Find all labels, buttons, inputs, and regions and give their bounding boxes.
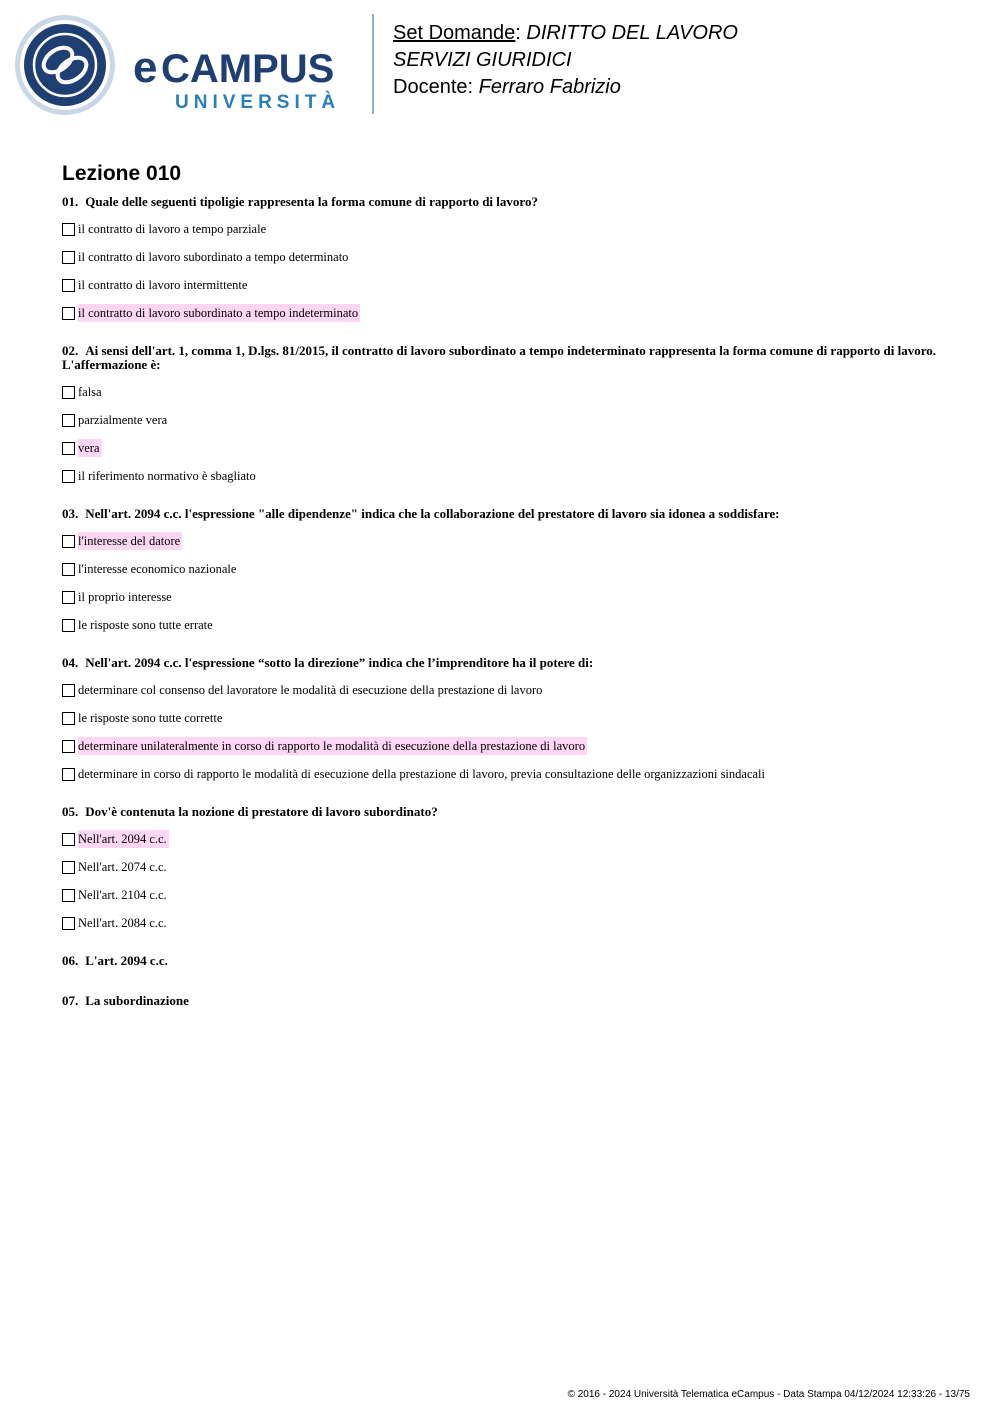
question-text: [62, 954, 942, 968]
answer-option[interactable]: [62, 527, 942, 555]
question-3: [62, 507, 942, 639]
question-text: [62, 507, 942, 521]
answer-checkbox[interactable]: [62, 833, 75, 846]
question-7: [62, 994, 942, 1008]
course-line-1: DIRITTO DEL LAVORO: [526, 22, 738, 44]
answer-option[interactable]: [62, 555, 942, 583]
answer-checkbox[interactable]: [62, 535, 75, 548]
answer-checkbox[interactable]: [62, 307, 75, 320]
teacher-name: Ferraro Fabrizio: [478, 76, 621, 98]
answer-option[interactable]: [62, 406, 942, 434]
question-label: Dov'è contenuta la nozione di prestatore di lavoro subordinato?: [85, 804, 438, 819]
logo-sub-text: UNIVERSITÀ: [175, 92, 341, 113]
answer-option[interactable]: [62, 299, 942, 327]
answer-option[interactable]: [62, 881, 942, 909]
answer-option[interactable]: [62, 215, 942, 243]
answer-option[interactable]: [62, 704, 942, 732]
question-number: 06.: [62, 953, 79, 968]
answer-checkbox[interactable]: [62, 251, 75, 264]
answer-checkbox[interactable]: [62, 223, 75, 236]
answer-option[interactable]: [62, 378, 942, 406]
answer-text: determinare in corso di rapporto le modalità di esecuzione della prestazione di lavoro, previa consultazione delle organizzazioni sindacali: [78, 767, 765, 781]
answer-checkbox[interactable]: [62, 386, 75, 399]
ecampus-wordmark: [133, 44, 355, 114]
answer-checkbox[interactable]: [62, 279, 75, 292]
svg-text:e: e: [133, 44, 158, 92]
lesson-title: Lezione 010: [62, 162, 182, 185]
answer-text: parzialmente vera: [78, 413, 168, 427]
answer-option[interactable]: [62, 732, 942, 760]
logo-wordmark-text: CAMPUS: [161, 47, 335, 91]
answer-checkbox[interactable]: [62, 768, 75, 781]
answer-checkbox[interactable]: [62, 917, 75, 930]
answer-option[interactable]: [62, 611, 942, 639]
answer-text: le risposte sono tutte corrette: [78, 711, 223, 725]
answer-checkbox[interactable]: [62, 470, 75, 483]
question-number: 07.: [62, 993, 79, 1008]
question-label: Ai sensi dell'art. 1, comma 1, D.lgs. 81/2015, il contratto di lavoro subordinato a tempo indeterminato rappresenta la forma comune di rapporto di lavoro. L'affermazione è:: [62, 343, 936, 372]
question-number: 03.: [62, 506, 79, 521]
question-label: L'art. 2094 c.c.: [85, 953, 168, 968]
question-number: 02.: [62, 343, 79, 358]
question-text: [62, 994, 942, 1008]
ecampus-seal-logo: [14, 14, 116, 116]
question-number: 01.: [62, 194, 79, 209]
answer-option[interactable]: [62, 676, 942, 704]
answer-text: il contratto di lavoro subordinato a tempo determinato: [78, 250, 349, 264]
answer-text-correct: determinare unilateralmente in corso di rapporto le modalità di esecuzione della prestazione di lavoro: [78, 739, 586, 753]
answer-text: Nell'art. 2084 c.c.: [78, 916, 167, 930]
answer-checkbox[interactable]: [62, 563, 75, 576]
answer-text: il contratto di lavoro intermittente: [78, 278, 248, 292]
page-header: [0, 0, 1000, 130]
question-label: La subordinazione: [85, 993, 189, 1008]
question-2: [62, 344, 942, 490]
answer-checkbox[interactable]: [62, 684, 75, 697]
answer-option[interactable]: [62, 583, 942, 611]
answer-checkbox[interactable]: [62, 712, 75, 725]
page-footer: © 2016 - 2024 Università Telematica eCampus - Data Stampa 04/12/2024 12:33:26 - 13/75: [567, 1389, 970, 1400]
question-number: 05.: [62, 804, 79, 819]
answer-checkbox[interactable]: [62, 414, 75, 427]
answer-option[interactable]: [62, 271, 942, 299]
answer-text-correct: Nell'art. 2094 c.c.: [78, 832, 167, 846]
question-text: [62, 195, 942, 209]
set-separator: :: [515, 22, 527, 44]
answer-option[interactable]: [62, 243, 942, 271]
question-label: Quale delle seguenti tipoligie rappresenta la forma comune di rapporto di lavoro?: [85, 194, 538, 209]
set-label: Set Domande: [393, 22, 516, 44]
question-list: [62, 195, 942, 1034]
answer-text: il riferimento normativo è sbagliato: [78, 469, 256, 483]
answer-text-correct: il contratto di lavoro subordinato a tempo indeterminato: [78, 306, 359, 320]
answer-text-correct: vera: [78, 441, 100, 455]
answer-text: Nell'art. 2104 c.c.: [78, 888, 167, 902]
question-4: [62, 656, 942, 788]
answer-text: determinare col consenso del lavoratore le modalità di esecuzione della prestazione di lavoro: [78, 683, 543, 697]
answer-checkbox[interactable]: [62, 591, 75, 604]
question-text: [62, 344, 942, 372]
answer-checkbox[interactable]: [62, 889, 75, 902]
answer-option[interactable]: [62, 462, 942, 490]
answer-option[interactable]: [62, 909, 942, 937]
answer-checkbox[interactable]: [62, 740, 75, 753]
answer-checkbox[interactable]: [62, 861, 75, 874]
header-info: [393, 20, 738, 101]
answer-text: falsa: [78, 385, 102, 399]
question-6: [62, 954, 942, 968]
question-5: [62, 805, 942, 937]
answer-checkbox[interactable]: [62, 442, 75, 455]
answer-text: il proprio interesse: [78, 590, 172, 604]
answer-text-correct: l'interesse del datore: [78, 534, 181, 548]
question-number: 04.: [62, 655, 79, 670]
teacher-label: Docente:: [393, 76, 479, 98]
header-divider: [372, 14, 374, 114]
answer-text: il contratto di lavoro a tempo parziale: [78, 222, 267, 236]
question-label: Nell'art. 2094 c.c. l'espressione “sotto la direzione” indica che l’imprenditore ha il potere di:: [85, 655, 594, 670]
course-line-2: SERVIZI GIURIDICI: [393, 49, 572, 71]
answer-option[interactable]: [62, 853, 942, 881]
answer-text: Nell'art. 2074 c.c.: [78, 860, 167, 874]
answer-option[interactable]: [62, 760, 942, 788]
answer-text: le risposte sono tutte errate: [78, 618, 213, 632]
answer-option[interactable]: [62, 825, 942, 853]
answer-text: l'interesse economico nazionale: [78, 562, 237, 576]
question-1: [62, 195, 942, 327]
question-label: Nell'art. 2094 c.c. l'espressione "alle dipendenze" indica che la collaborazione del prestatore di lavoro sia idonea a soddisfare:: [85, 506, 780, 521]
question-text: [62, 805, 942, 819]
answer-option[interactable]: [62, 434, 942, 462]
answer-checkbox[interactable]: [62, 619, 75, 632]
question-text: [62, 656, 942, 670]
